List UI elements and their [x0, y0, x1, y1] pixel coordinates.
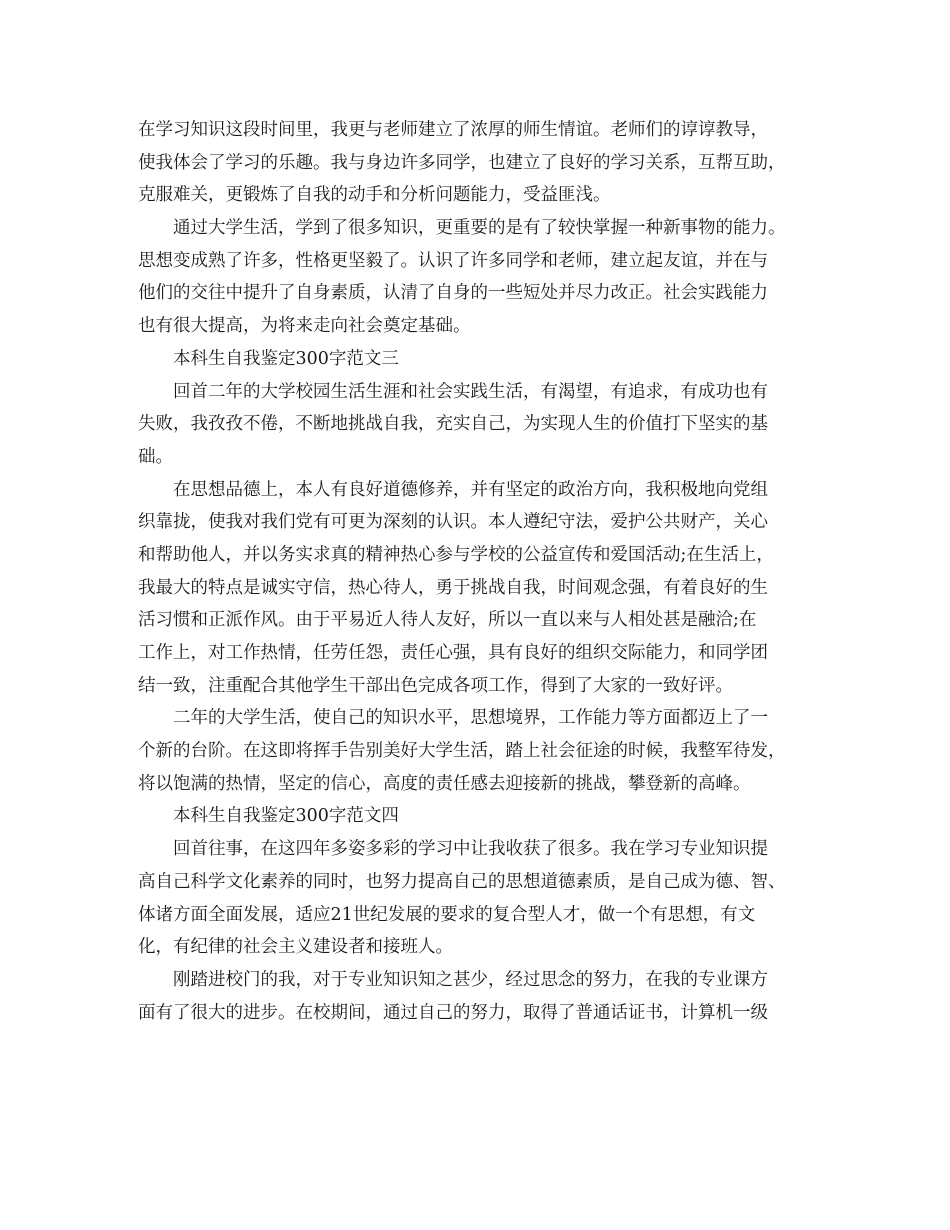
document-line: 克服难关，更锻炼了自我的动手和分析问题能力，受益匪浅。 — [138, 185, 611, 206]
document-line: 化，有纪律的社会主义建设者和接班人。 — [138, 937, 453, 958]
document-line: 面有了很大的进步。在校期间，通过自己的努力，取得了普通话证书，计算机一级 — [138, 1002, 768, 1023]
document-line: 将以饱满的热情，坚定的信心，高度的责任感去迎接新的挑战，攀登新的高峰。 — [138, 773, 751, 794]
document-line: 使我体会了学习的乐趣。我与身边许多同学，也建立了良好的学习关系，互帮互助， — [138, 152, 786, 173]
document-line: 本科生自我鉴定300字范文四 — [173, 806, 399, 827]
document-line: 回首二年的大学校园生活生涯和社会实践生活，有渴望，有追求，有成功也有 — [173, 381, 768, 402]
document-line: 高自己科学文化素养的同时，也努力提高自己的思想道德素质，是自己成为德、智、 — [138, 871, 786, 892]
document-line: 通过大学生活，学到了很多知识，更重要的是有了较快掌握一种新事物的能力。 — [173, 218, 786, 239]
document-line: 础。 — [138, 446, 173, 467]
document-line: 和帮助他人，并以务实求真的精神热心参与学校的公益宣传和爱国活动;在生活上， — [138, 544, 774, 565]
document-line: 结一致，注重配合其他学生干部出色完成各项工作，得到了大家的一致好评。 — [138, 675, 733, 696]
document-line: 本科生自我鉴定300字范文三 — [173, 348, 399, 369]
document-line: 思想变成熟了许多，性格更坚毅了。认识了许多同学和老师，建立起友谊，并在与 — [138, 250, 768, 271]
document-line: 体诸方面全面发展，适应21世纪发展的要求的复合型人才，做一个有思想，有文 — [138, 904, 756, 925]
document-line: 工作上，对工作热情，任劳任怨，责任心强，具有良好的组织交际能力，和同学团 — [138, 643, 768, 663]
document-line: 织靠拢，使我对我们党有可更为深刻的认识。本人遵纪守法，爱护公共财产，关心 — [138, 512, 768, 533]
document-line: 我最大的特点是诚实守信，热心待人，勇于挑战自我，时间观念强，有着良好的生 — [138, 577, 768, 598]
document-line: 个新的台阶。在这即将挥手告别美好大学生活，踏上社会征途的时候，我整军待发， — [138, 741, 786, 762]
document-line: 活习惯和正派作风。由于平易近人待人友好，所以一直以来与人相处甚是融洽;在 — [138, 610, 757, 631]
document-line: 失败，我孜孜不倦，不断地挑战自我，充实自己，为实现人生的价值打下坚实的基 — [138, 414, 768, 435]
document-line: 在思想品德上，本人有良好道德修养，并有坚定的政治方向，我积极地向党组 — [173, 479, 768, 500]
document-line: 在学习知识这段时间里，我更与老师建立了浓厚的师生情谊。老师们的谆谆教导， — [138, 120, 768, 140]
document-line: 二年的大学生活，使自己的知识水平，思想境界，工作能力等方面都迈上了一 — [173, 708, 768, 729]
document-line: 他们的交往中提升了自身素质，认清了自身的一些短处并尽力改正。社会实践能力 — [138, 283, 768, 304]
document-line: 也有很大提高，为将来走向社会奠定基础。 — [138, 316, 471, 337]
document-line: 回首往事，在这四年多姿多彩的学习中让我收获了很多。我在学习专业知识提 — [173, 839, 768, 860]
document-line: 刚踏进校门的我，对于专业知识知之甚少，经过思念的努力，在我的专业课方 — [173, 969, 768, 990]
document-body — [138, 114, 824, 1029]
